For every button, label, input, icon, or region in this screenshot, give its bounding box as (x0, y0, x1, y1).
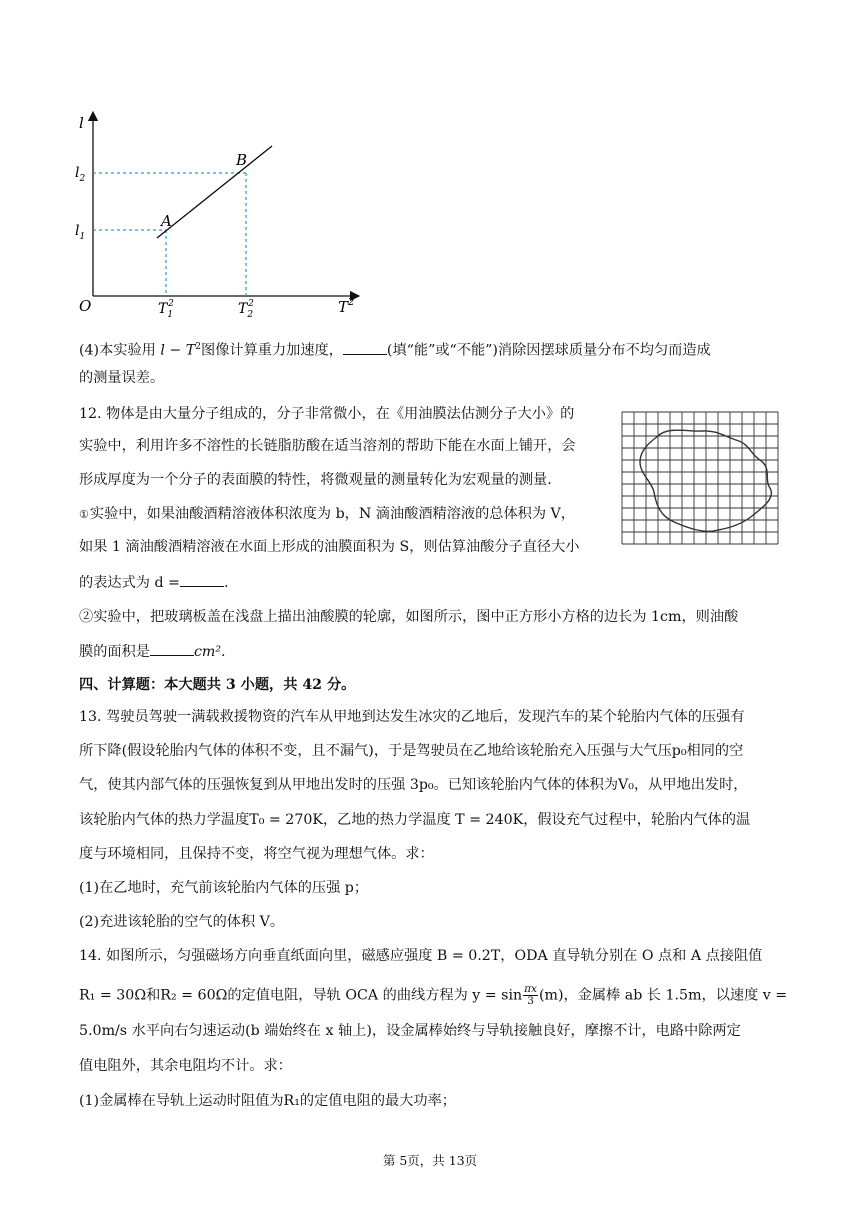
q14-line2: R₁ = 30Ω和R₂ = 60Ω的定值电阻，导轨 OCA 的曲线方程为 y = sin $\frac{\pi x}{3}$ (m)，金属棒 ab 长 1.5m，以速度 v = (79, 983, 788, 1007)
q12-line3: 形成厚度为一个分子的表面膜的特性，将微观量的测量转化为宏观量的测量. (79, 472, 552, 488)
y-axis-label: l (79, 114, 84, 132)
point-b-label: B (236, 151, 248, 169)
point-a-label: A (161, 212, 172, 230)
data-line (157, 146, 272, 238)
q12-line5: 如果 1 滴油酸酒精溶液在水面上形成的油膜面积为 S，则估算油酸分子直径大小 (79, 539, 580, 555)
oil-film-grid (620, 410, 780, 550)
x-axis-label: $T^2$ (338, 297, 355, 316)
q13-line4: 该轮胎内气体的热力学温度T₀ = 270K，乙地的热力学温度 T = 240K，假设充气过程中，轮胎内气体的温 (79, 812, 751, 828)
diameter-blank[interactable] (180, 572, 224, 587)
area-blank[interactable] (150, 641, 194, 656)
tick-l2: $l_2$ (75, 165, 86, 184)
q12-line7: ②实验中，把玻璃板盖在浅盘上描出油酸膜的轮廓，如图所示，图中正方形小方格的边长为 1cm，则油酸 (79, 609, 739, 625)
circle-2: ② (79, 609, 94, 625)
q12-line2: 实验中，利用许多不溶性的长链脂肪酸在适当溶剂的帮助下能在水面上铺开，会 (79, 438, 576, 454)
q13-line3: 气，使其内部气体的压强恢复到从甲地出发时的压强 3p₀。已知该轮胎内气体的体积为V₀，从甲地出发时， (79, 777, 748, 793)
circle-1: ① (79, 508, 89, 521)
tick-t1: $T_12$ (158, 299, 174, 318)
q12-line4: ①实验中，如果油酸酒精溶液体积浓度为 b，N 滴油酸酒精溶液的总体积为 V， (79, 506, 575, 522)
q12-line8: 膜的面积是 cm². (79, 641, 226, 662)
q14-line1: 14. 如图所示，匀强磁场方向垂直纸面向里，磁感应强度 B = 0.2T，ODA 直导轨分别在 O 点和 A 点接阻值 (79, 948, 763, 964)
tick-l1: $l_1$ (75, 223, 86, 242)
q13-line5: 度与环境相同，且保持不变，将空气视为理想气体。求： (79, 846, 434, 862)
q14-part1: (1)金属棒在导轨上运动时阻值为R₁的定值电阻的最大功率； (79, 1093, 456, 1109)
pi-x-over-3: $\frac{\pi x}{3}$ (524, 983, 537, 1007)
q12-line6: 的表达式为 d = . (79, 572, 228, 593)
q12-line1: 12. 物体是由大量分子组成的，分子非常微小，在《用油膜法估测分子大小》的 (79, 406, 575, 422)
q11-part4: (4)本实验用 $l - T^2$图像计算重力加速度， (填“能”或“不能”)消除因摆球质量分布不均匀而造成 (79, 337, 711, 361)
q11-part4-line2: 的测量误差。 (79, 370, 165, 386)
q13-part2: (2)充进该轮胎的空气的体积 V。 (79, 914, 285, 930)
q14-line4: 值电阻外，其余电阻均不计。求： (79, 1058, 292, 1074)
answer-blank[interactable] (343, 340, 387, 355)
q13-line1: 13. 驾驶员驾驶一满载救援物资的汽车从甲地到达发生冰灾的乙地后，发现汽车的某个轮胎内气体的压强有 (79, 709, 745, 725)
q14-line3: 5.0m/s 水平向右匀速运动(b 端始终在 x 轴上)，设金属棒始终与导轨接触良好，摩擦不计，电路中除两定 (79, 1023, 741, 1039)
l-t2-graph (70, 108, 370, 318)
section-4-title: 四、计算题：本大题共 3 小题，共 42 分。 (79, 677, 356, 693)
origin-label: O (79, 297, 92, 315)
q13-line2: 所下降(假设轮胎内气体的体积不变，且不漏气)，于是驾驶员在乙地给该轮胎充入压强与大气压p₀相同的空 (79, 743, 744, 759)
q13-part1: (1)在乙地时，充气前该轮胎内气体的压强 p； (79, 880, 369, 896)
tick-t2: $T_22$ (238, 299, 254, 318)
page-footer: 第 5页，共 13页 (382, 1153, 478, 1168)
